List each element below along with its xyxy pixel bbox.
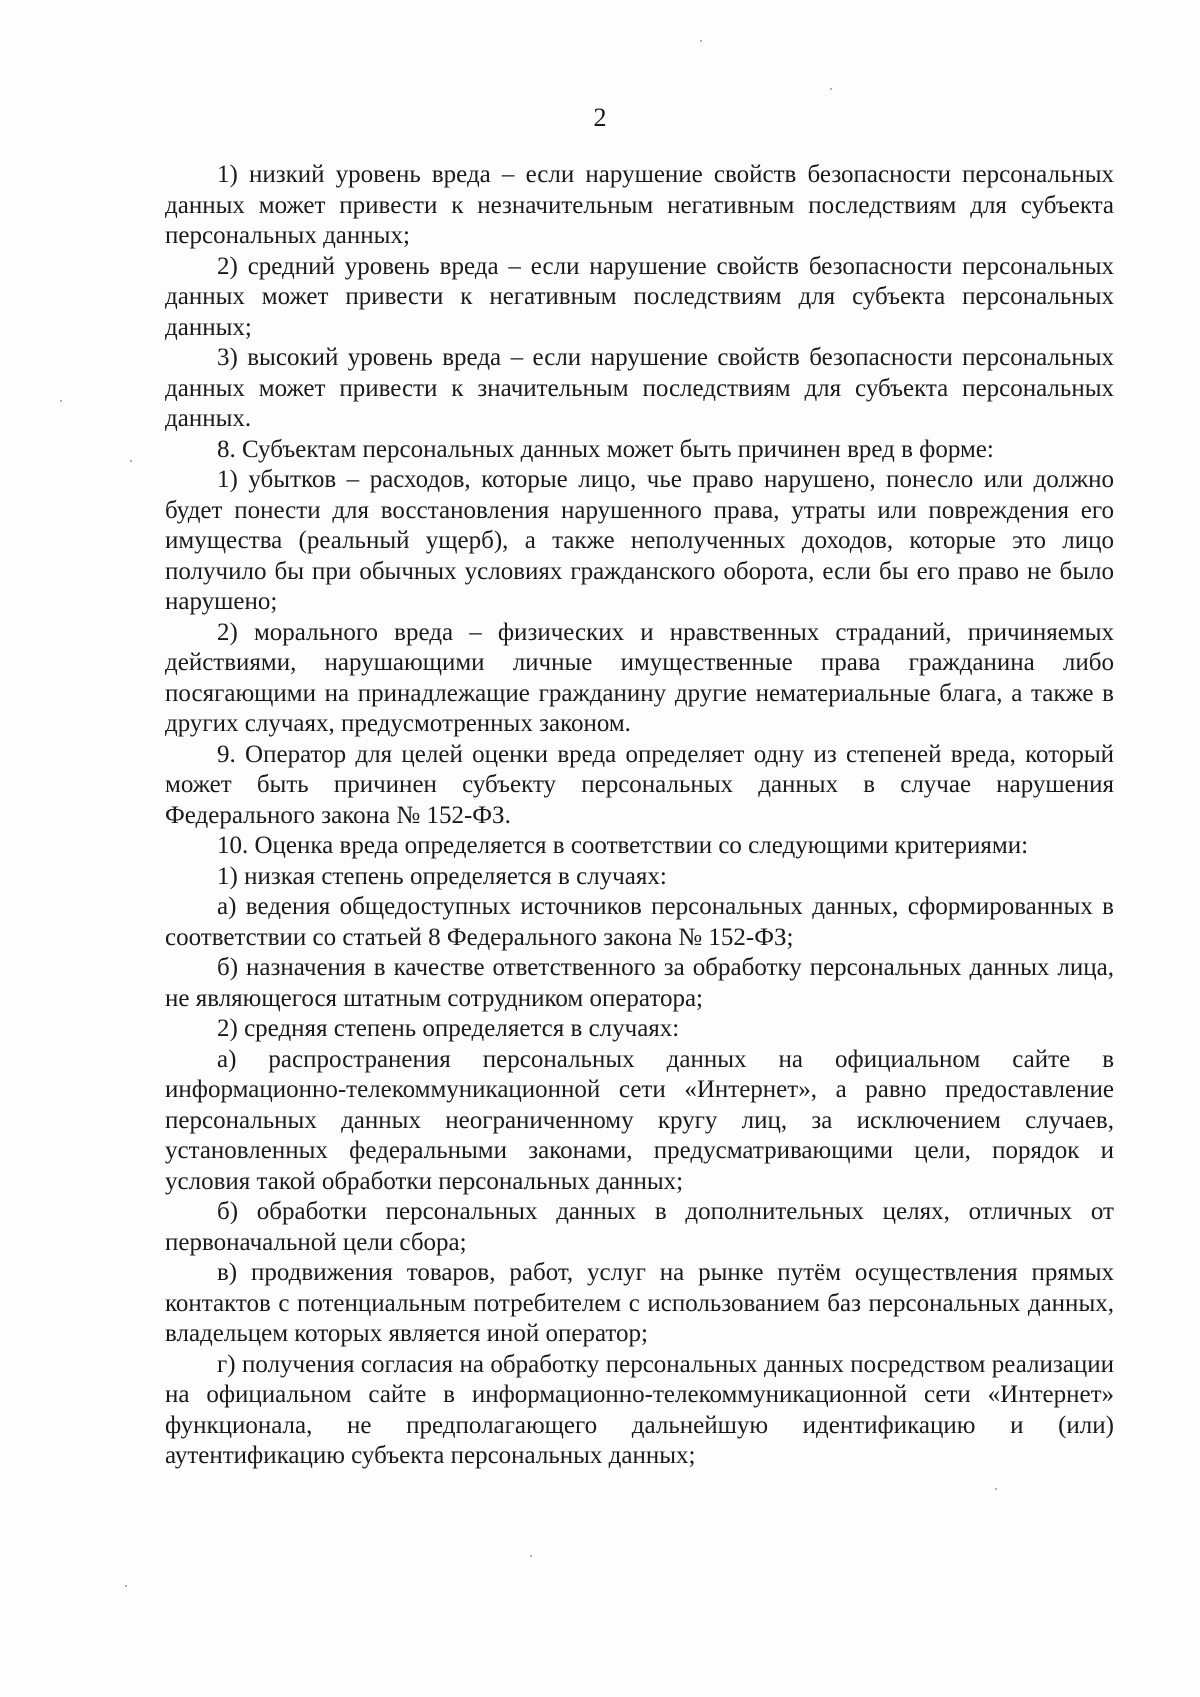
paragraph-medium-degree-d: г) получения согласия на обработку персональных данных посредством реализации на официальном сайте в информационно-телекоммуникационной сети «Интернет» функционала, не предполагающего дальнейшую идентификацию и (или) аутентификацию субъекта персональных данных; xyxy=(165,1350,1114,1469)
scan-speck xyxy=(530,1555,532,1557)
paragraph-item-8-moral-harm: 2) морального вреда – физических и нравственных страданий, причиняемых действиями, нарушающими личные имущественные права гражданина либо посягающими на принадлежащие гражданину другие нематериальные блага, а также в других случаях, предусмотренных законом. xyxy=(165,618,1114,737)
document-body xyxy=(165,160,1114,1472)
paragraph-item-8: 8. Субъектам персональных данных может быть причинен вред в форме: xyxy=(217,435,994,463)
scan-speck xyxy=(830,88,832,90)
paragraph-low-degree: 1) низкая степень определяется в случаях: xyxy=(217,862,667,890)
scan-speck xyxy=(125,1585,127,1587)
paragraph-medium-degree-c: в) продвижения товаров, работ, услуг на рынке путём осуществления прямых контактов с потенциальным потребителем с использованием баз персональных данных, владельцем которых является иной оператор; xyxy=(165,1259,1114,1347)
page-number: 2 xyxy=(593,103,607,132)
paragraph-harm-level-high: 3) высокий уровень вреда – если нарушение свойств безопасности персональных данных может привести к значительным последствиям для субъекта персональных данных. xyxy=(165,344,1114,432)
paragraph-medium-degree-a: а) распространения персональных данных на официальном сайте в информационно-телекоммуникационной сети «Интернет», а равно предоставление персональных данных неограниченному кругу лиц, за исключением случаев, установленных федеральными законами, предусматривающими цели, порядок и условия такой обработки персональных данных; xyxy=(165,1045,1114,1195)
paragraph-harm-level-medium: 2) средний уровень вреда – если нарушение свойств безопасности персональных данных может привести к негативным последствиям для субъекта персональных данных; xyxy=(165,252,1114,341)
scan-speck xyxy=(700,40,702,42)
paragraph-medium-degree: 2) средняя степень определяется в случаях: xyxy=(217,1015,680,1042)
paragraph-low-degree-a: а) ведения общедоступных источников персональных данных, сформированных в соответствии со статьей 8 Федерального закона № 152-ФЗ; xyxy=(165,893,1114,951)
paragraph-item-8-losses: 1) убытков – расходов, которые лицо, чье право нарушено, понесло или должно будет понести для восстановления нарушенного права, утраты или повреждения его имущества (реальный ущерб), а также неполученных доходов, которые это лицо получило бы при обычных условиях гражданского оборота, если бы его право не было нарушено; xyxy=(165,466,1114,615)
paragraph-item-10: 10. Оценка вреда определяется в соответствии со следующими критериями: xyxy=(217,832,1029,859)
paragraph-harm-level-low: 1) низкий уровень вреда – если нарушение свойств безопасности персональных данных может привести к незначительным негативным последствиям для субъекта персональных данных; xyxy=(165,161,1114,249)
scan-speck xyxy=(60,400,62,402)
scan-speck xyxy=(130,460,132,462)
paragraph-item-9: 9. Оператор для целей оценки вреда определяет одну из степеней вреда, который может быть причинен субъекту персональных данных в случае нарушения Федерального закона № 152-ФЗ. xyxy=(165,740,1114,829)
paragraph-low-degree-b: б) назначения в качестве ответственного за обработку персональных данных лица, не являющегося штатным сотрудником оператора; xyxy=(165,954,1114,1012)
scan-speck xyxy=(995,1488,997,1490)
paragraph-medium-degree-b: б) обработки персональных данных в дополнительных целях, отличных от первоначальной цели сбора; xyxy=(165,1198,1114,1256)
